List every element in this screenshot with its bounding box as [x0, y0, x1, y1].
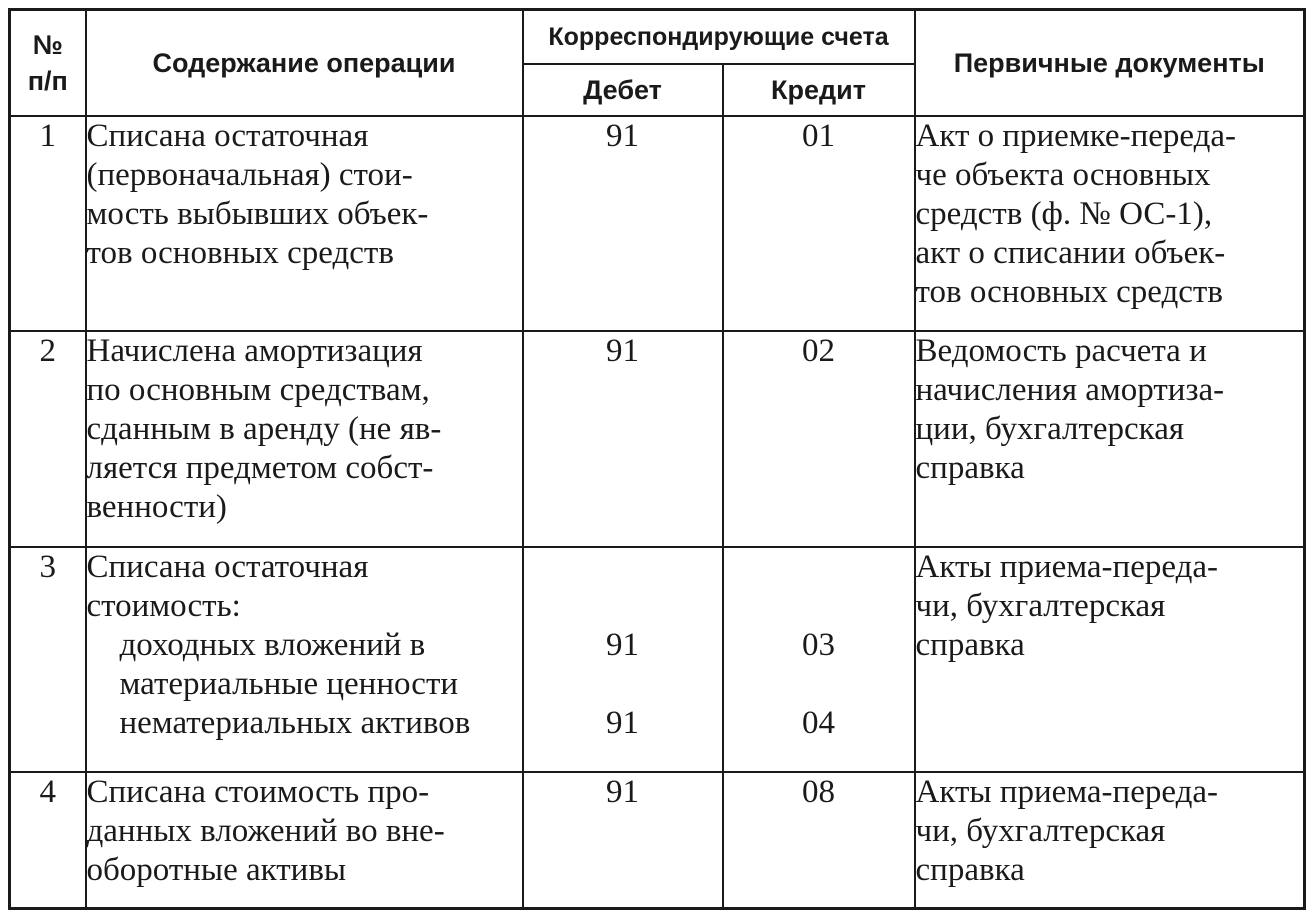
header-operation: Содержание операции: [86, 10, 523, 116]
debit-value: 91: [606, 627, 639, 664]
row-number: 1: [10, 116, 86, 332]
operation-line: мость выбывших объек-: [86, 195, 429, 232]
operation-cell: [86, 772, 523, 909]
documents-line: справка: [915, 450, 1025, 487]
operation-cell: [86, 331, 523, 547]
row-number: 2: [10, 331, 86, 547]
operation-line: стоимость:: [86, 588, 241, 625]
row-number: 3: [10, 547, 86, 772]
operation-line: данных вложений во вне-: [86, 812, 445, 849]
header-row-1: [10, 10, 1305, 64]
header-debit: Дебет: [523, 64, 723, 116]
documents-line: акт о списании объек-: [915, 234, 1226, 271]
documents-line: Ведомость расчета и: [915, 333, 1207, 370]
documents-line: чи, бухгалтерская: [915, 812, 1166, 849]
documents-line: че объекта основных: [915, 156, 1211, 193]
credit-cell: 01: [723, 116, 915, 332]
documents-line: чи, бухгалтерская: [915, 588, 1166, 625]
table-row: [10, 772, 1305, 909]
operation-line: венности): [86, 489, 227, 526]
table-row: [10, 547, 1305, 772]
documents-cell: [915, 331, 1305, 547]
header-num: [10, 10, 86, 116]
credit-cell: [723, 547, 915, 772]
operation-line: сданным в аренду (не яв-: [86, 411, 442, 448]
sub-item-line: доходных вложений в: [119, 627, 426, 664]
debit-cell: 91: [523, 116, 723, 332]
credit-cell: 08: [723, 772, 915, 909]
documents-line: тов основных средств: [915, 273, 1223, 310]
operation-line: Списана стоимость про-: [86, 773, 430, 810]
operations-table: [8, 8, 1306, 910]
debit-value: 91: [606, 705, 639, 742]
debit-cell: 91: [523, 772, 723, 909]
debit-cell: 91: [523, 331, 723, 547]
documents-line: Акты приема-переда-: [915, 549, 1218, 586]
row-number: 4: [10, 772, 86, 909]
header-documents: Первичные документы: [915, 10, 1305, 116]
credit-cell: 02: [723, 331, 915, 547]
operation-line: по основным средствам,: [86, 372, 430, 409]
debit-cell: [523, 547, 723, 772]
operation-cell: [86, 116, 523, 332]
documents-line: ции, бухгалтерская: [915, 411, 1185, 448]
header-credit: Кредит: [723, 64, 915, 116]
documents-cell: [915, 772, 1305, 909]
operation-line: Списана остаточная: [86, 117, 369, 154]
header-num-line1: №: [32, 29, 63, 60]
operation-line: Начислена амортизация: [86, 333, 423, 370]
operation-line: оборотные активы: [86, 851, 347, 888]
table-row: [10, 116, 1305, 332]
header-corr-accounts: Корреспондирующие счета: [523, 10, 915, 64]
documents-cell: [915, 547, 1305, 772]
operation-line: ляется предметом собст-: [86, 450, 434, 487]
header-num-line2: п/п: [27, 65, 68, 96]
documents-cell: [915, 116, 1305, 332]
operation-cell: [86, 547, 523, 772]
operation-line: тов основных средств: [86, 234, 394, 271]
operation-line: Списана остаточная: [86, 549, 369, 586]
sub-item-line: материальные ценности: [119, 666, 459, 703]
documents-line: средств (ф. № ОС-1),: [915, 195, 1213, 232]
sub-item-line: нематериальных активов: [119, 705, 471, 742]
documents-line: Акты приема-переда-: [915, 773, 1218, 810]
table-row: [10, 331, 1305, 547]
operation-line: (первоначальная) стои-: [86, 156, 413, 193]
credit-value: 04: [802, 705, 835, 742]
documents-line: начисления амортиза-: [915, 372, 1225, 409]
documents-line: Акт о приемке-переда-: [915, 117, 1237, 154]
credit-value: 03: [802, 627, 835, 664]
documents-line: справка: [915, 627, 1025, 664]
documents-line: справка: [915, 851, 1025, 888]
